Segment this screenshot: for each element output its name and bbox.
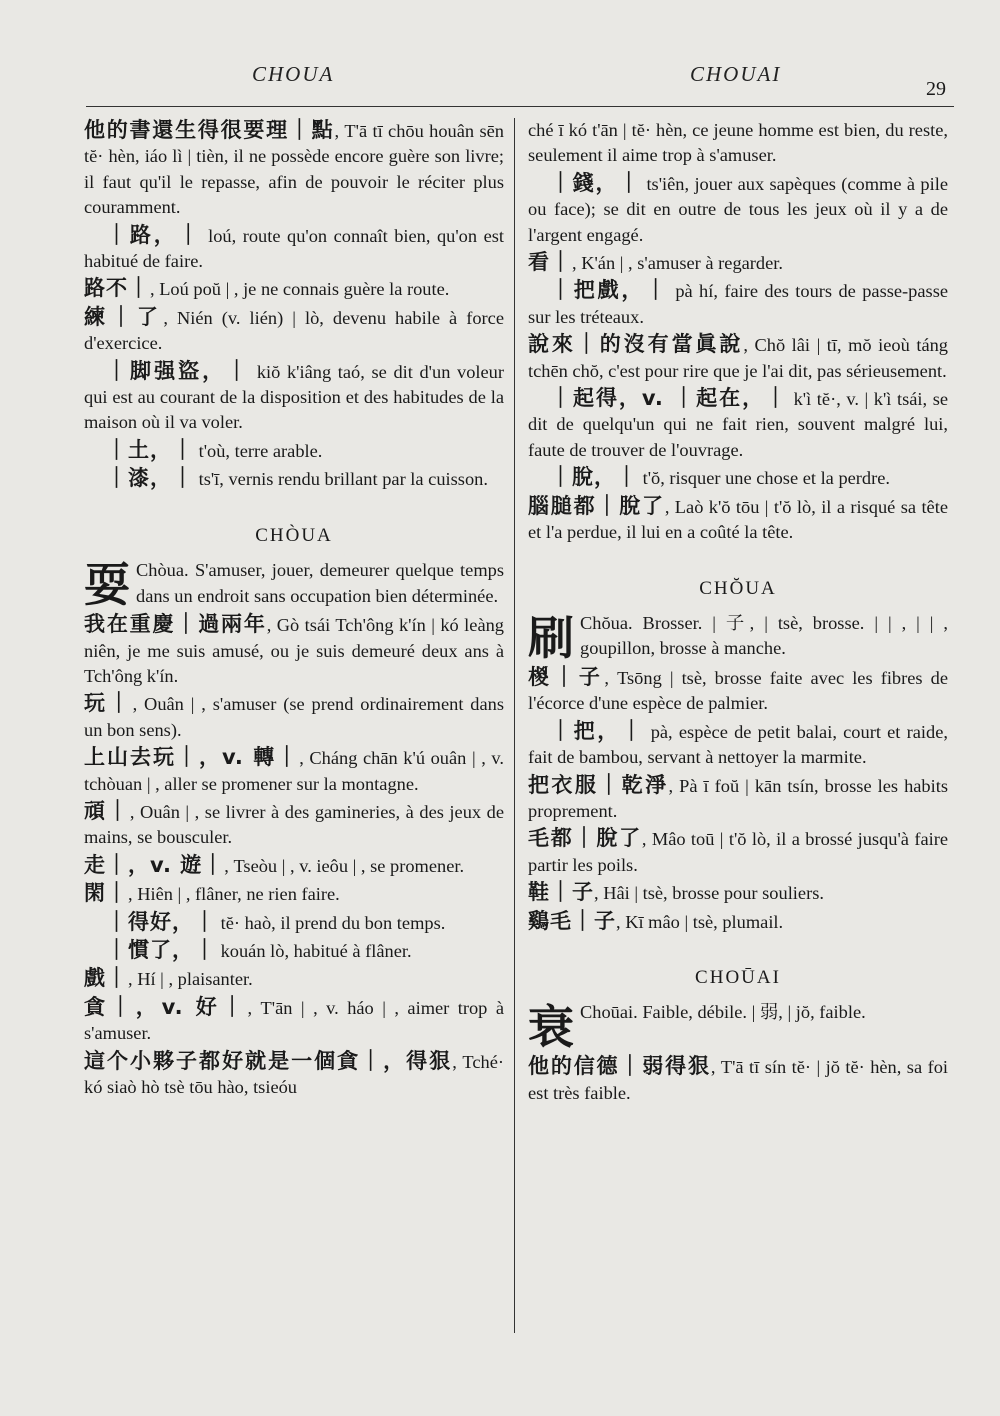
entry-definition: pà hí, faire des tours de passe-passe sur les tréteaux. <box>528 281 949 327</box>
chinese-phrase: 路不｜ <box>84 276 150 301</box>
chinese-phrase: ｜漆，｜ <box>106 466 194 491</box>
chinese-phrase: 他的書還生得很要理｜點 <box>84 118 335 142</box>
entry-definition: , Loú poŭ | , je ne connais guère la route. <box>150 279 450 300</box>
dictionary-entry <box>84 853 504 879</box>
chinese-phrase: ｜路，｜ <box>106 222 202 247</box>
dictionary-entry <box>84 466 504 492</box>
entry-definition: kouán lò, habitué à flâner. <box>216 940 412 961</box>
chinese-phrase: 練｜了 <box>84 304 164 329</box>
chinese-phrase: 玩｜ <box>84 691 133 716</box>
dictionary-entry <box>528 250 948 276</box>
chinese-phrase: 頑｜ <box>84 798 130 823</box>
entry-definition: ché ī kó t'ān | tĕ· hèn, ce jeune homme est bien, du reste, seulement il aime trop à s'amuser. <box>528 120 948 166</box>
chinese-phrase: ｜錢，｜ <box>550 170 642 195</box>
entry-definition: , Gò tsái Tch'ông k'ín | kó leàng niên, je me suis amusé, ou je suis demeuré deux ans à Tch'ông k'ín. <box>84 615 505 686</box>
headword-entry <box>84 558 504 613</box>
entry-definition: , Chŏ lâi | tī, mŏ ieoù táng tchēn chŏ, c'est pour rire que je l'ai dit, pas sérieusement. <box>528 335 948 381</box>
chinese-phrase: 貪｜，v. 好｜ <box>84 994 248 1019</box>
headword-character: 刷 <box>528 610 574 665</box>
entry-definition: ts'ī, vernis rendu brillant par la cuisson. <box>194 469 488 490</box>
dictionary-entry <box>84 966 504 992</box>
chinese-phrase: ｜脚强盜，｜ <box>106 358 251 383</box>
chinese-phrase: 他的信德｜弱得狠 <box>528 1054 711 1079</box>
chinese-phrase: 走｜，v. 遊｜ <box>84 852 225 877</box>
chinese-phrase: 鷄毛｜子 <box>528 908 616 933</box>
dictionary-entry <box>84 881 504 907</box>
dictionary-entry <box>528 665 948 717</box>
section-heading: CHŎUA <box>699 577 777 599</box>
entry-definition: , Ouân | , s'amuser (se prend ordinairement dans un bon sens). <box>84 694 505 740</box>
entry-definition: , Hâi | tsè, brosse pour souliers. <box>594 883 824 904</box>
entry-definition: Choūai. Faible, débile. | 弱, | jŏ, faible. <box>580 1002 866 1023</box>
entry-definition: t'ŏ, risquer une chose et la perdre. <box>638 468 891 489</box>
entry-definition: pà, espèce de petit balai, court et raide, fait de bambou, servant à nettoyer la marmite. <box>528 721 948 768</box>
dictionary-entry <box>528 909 948 935</box>
dictionary-entry <box>84 1049 504 1101</box>
chinese-phrase: 戲｜ <box>84 966 128 991</box>
entry-definition: , Mâo toū | t'ŏ lò, il a brossé jusqu'à faire partir les poils. <box>528 829 948 875</box>
dictionary-entry <box>84 359 504 436</box>
chinese-phrase: 上山去玩｜，v. 轉｜ <box>84 745 300 770</box>
chinese-phrase: 毛都｜脫了 <box>528 826 642 851</box>
left-column <box>84 118 504 1102</box>
entry-definition: kiŏ k'iâng taó, se dit d'un voleur qui est au courant de la disposition et des habitudes de la maison où il va voler. <box>84 361 504 433</box>
chinese-phrase: 這个小夥子都好就是一個貪｜，得狠 <box>84 1048 453 1073</box>
entry-definition: , Tché· kó siaò hò tsè tōu hào, tsieóu <box>84 1051 505 1097</box>
entry-definition: , T'ān | , v. háo | , aimer trop à s'amuser. <box>84 997 505 1044</box>
chinese-phrase: ｜起得，v. ｜起在，｜ <box>550 386 789 411</box>
headword-entry <box>528 1000 948 1055</box>
chinese-phrase: 我在重慶｜過兩年 <box>84 612 267 637</box>
entry-definition: Chòua. S'amuser, jouer, demeurer quelque temps dans un endroit sans occupation bien déterminée. <box>136 560 504 606</box>
dictionary-entry <box>84 799 504 851</box>
entry-definition: , T'ā tī chōu houân sēn tĕ· hèn, iáo lì | tièn, il ne possède encore guère son livre; il faut qu'il le repasse, afin de pouvoir le réciter plus couramment. <box>84 121 504 218</box>
entry-definition: , Cháng chān k'ú ouân | , v. tchòuan | , aller se promener sur la montagne. <box>84 748 504 794</box>
entry-definition: , Pà ī foŭ | kān tsín, brosse les habits proprement. <box>528 775 948 821</box>
entry-definition: , Tseòu | , v. ieôu | , se promener. <box>224 855 465 876</box>
headword-entry <box>528 611 948 663</box>
chinese-phrase: 腦膇都｜脫了 <box>528 493 665 518</box>
dictionary-entry <box>528 773 948 825</box>
chinese-phrase: 把衣服｜乾淨 <box>528 772 669 797</box>
dictionary-entry <box>84 938 504 964</box>
headword-character: 耍 <box>84 558 130 613</box>
entry-definition: , Hí | , plaisanter. <box>128 969 253 990</box>
dictionary-entry <box>84 276 504 302</box>
chinese-phrase: 閑｜ <box>84 881 128 906</box>
entry-definition: loú, route qu'on connaît bien, qu'on est habitué de faire. <box>84 225 505 272</box>
entry-definition: Chŏua. Brosser. | 子, | tsè, brosse. | | , | | , goupillon, brosse à manche. <box>580 612 948 659</box>
dictionary-entry <box>84 691 504 743</box>
dictionary-entry <box>528 1054 948 1106</box>
entry-definition: t'où, terre arable. <box>194 440 323 461</box>
entry-definition: tĕ· haò, il prend du bon temps. <box>216 912 446 933</box>
entry-definition: , Nién (v. lién) | lò, devenu habile à force d'exercice. <box>84 307 504 354</box>
right-column <box>528 118 948 1108</box>
entry-definition: , Kī mâo | tsè, plumail. <box>616 911 784 932</box>
dictionary-entry <box>84 305 504 357</box>
entry-definition: , T'ā tī sín tĕ· | jŏ tĕ· hèn, sa foi est très faible. <box>528 1057 948 1103</box>
entry-definition: k'ì tĕ·, v. | k'ì tsái, se dit de quelqu'un qui ne fait rien, souvent malgré lui, faute de trouver de l'ouvrage. <box>528 389 949 460</box>
chinese-phrase: ｜把戲，｜ <box>550 278 669 303</box>
dictionary-entry <box>528 719 948 771</box>
column-divider <box>514 118 515 1333</box>
chinese-phrase: 看｜ <box>528 250 572 275</box>
chinese-phrase: ｜慣了，｜ <box>106 937 216 962</box>
entry-definition: , K'án | , s'amuser à regarder. <box>572 253 783 274</box>
dictionary-entry <box>528 118 948 169</box>
chinese-phrase: 說來｜的沒有當眞說 <box>528 332 744 357</box>
chinese-phrase: ｜把，｜ <box>550 718 645 743</box>
dictionary-entry <box>84 438 504 464</box>
dictionary-entry <box>84 118 504 221</box>
chinese-phrase: ｜土，｜ <box>106 437 194 462</box>
entry-definition: , Hiên | , flâner, ne rien faire. <box>128 884 340 905</box>
dictionary-entry <box>528 171 948 248</box>
dictionary-entry <box>84 910 504 936</box>
section-heading: CHÒUA <box>255 524 333 546</box>
section-heading: CHOŪAI <box>695 966 781 988</box>
chinese-phrase: ｜脫，｜ <box>550 465 638 490</box>
entry-definition: , Laò k'ŏ tōu | t'ŏ lò, il a risqué sa tête et l'a perdue, il lui en a coûté la tête. <box>528 496 948 543</box>
dictionary-entry <box>528 332 948 384</box>
dictionary-entry <box>84 745 504 797</box>
dictionary-entry <box>528 386 948 463</box>
page-number: 29 <box>926 78 946 100</box>
headword-character: 衰 <box>528 1000 574 1055</box>
entry-definition: , Ouân | , se livrer à des gamineries, à des jeux de mains, se bousculer. <box>84 801 505 848</box>
dictionary-entry <box>528 494 948 546</box>
entry-definition: , Tsōng | tsè, brosse faite avec les fibres de l'écorce d'une espèce de palmier. <box>528 667 948 714</box>
dictionary-entry <box>528 826 948 878</box>
running-head-right: CHOUAI <box>690 62 782 86</box>
dictionary-entry <box>528 278 948 330</box>
chinese-phrase: ｜得好，｜ <box>106 909 216 934</box>
dictionary-entry <box>528 465 948 491</box>
chinese-phrase: 椶｜子 <box>528 664 605 689</box>
running-head-left: CHOUA <box>252 62 335 86</box>
dictionary-entry <box>528 880 948 906</box>
entry-definition: ts'iên, jouer aux sapèques (comme à pile ou face); se dit en outre de tous les jeux où il y a de l'argent engagé. <box>528 173 948 245</box>
dictionary-entry <box>84 995 504 1047</box>
chinese-phrase: 鞋｜子 <box>528 880 594 905</box>
dictionary-entry <box>84 223 504 275</box>
header-rule <box>86 106 954 107</box>
dictionary-entry <box>84 612 504 689</box>
